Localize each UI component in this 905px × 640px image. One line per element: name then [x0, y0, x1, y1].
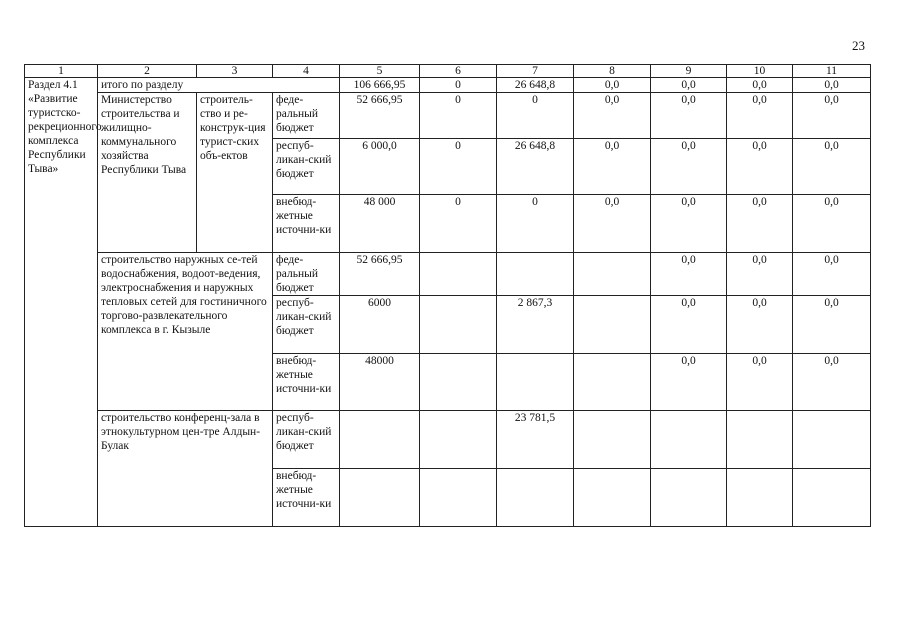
- table-cell: [793, 469, 871, 527]
- header-cell: 3: [197, 65, 273, 78]
- table-cell: [574, 469, 651, 527]
- source-cell: феде-ральный бюджет: [273, 93, 340, 139]
- table-cell: 0: [420, 139, 497, 195]
- section-code: Раздел 4.1: [28, 79, 78, 91]
- table-cell: 0,0: [727, 296, 793, 354]
- table-cell: 48 000: [340, 195, 420, 253]
- header-cell: 11: [793, 65, 871, 78]
- ministry-cell: Министерство строительства и жилищно-коммунального хозяйства Республики Тыва: [98, 93, 197, 253]
- table-cell: [793, 411, 871, 469]
- table-cell: 0,0: [793, 139, 871, 195]
- table-cell: [340, 469, 420, 527]
- table-cell: [340, 411, 420, 469]
- project-cell: строительство наружных се-тей водоснабжения, водоот-ведения, электроснабжения и наружных тепловых сетей для гостиничного торгово-развлекательного комплекса в г. Кызыле: [98, 253, 273, 411]
- table-cell: [497, 253, 574, 296]
- table-cell: 0: [497, 93, 574, 139]
- table-cell: 52 666,95: [340, 253, 420, 296]
- table-cell: 48000: [340, 354, 420, 411]
- header-cell: 10: [727, 65, 793, 78]
- header-cell: 8: [574, 65, 651, 78]
- table-cell: 0,0: [574, 195, 651, 253]
- table-cell: 0,0: [727, 195, 793, 253]
- table-cell: 0,0: [574, 139, 651, 195]
- source-cell: респуб-ликан-ский бюджет: [273, 296, 340, 354]
- table-row: [25, 411, 871, 469]
- table-cell: [574, 354, 651, 411]
- table-cell: 0,0: [651, 296, 727, 354]
- total-row: [25, 78, 871, 93]
- table-cell: [497, 469, 574, 527]
- header-row: [25, 65, 871, 78]
- table-cell: 0,0: [793, 78, 871, 93]
- budget-table: [24, 64, 871, 527]
- source-cell: внебюд-жетные источни-ки: [273, 469, 340, 527]
- table-cell: 0: [497, 195, 574, 253]
- activity-cell: строитель-ство и ре-конструк-ция турист-ских объ-ектов: [197, 93, 273, 253]
- header-cell: 2: [98, 65, 197, 78]
- table-cell: 23 781,5: [497, 411, 574, 469]
- table-cell: [727, 469, 793, 527]
- source-cell: респуб-ликан-ский бюджет: [273, 411, 340, 469]
- table-cell: 6 000,0: [340, 139, 420, 195]
- table-cell: 0: [420, 78, 497, 93]
- source-cell: внебюд-жетные источни-ки: [273, 354, 340, 411]
- table-cell: [420, 354, 497, 411]
- table-cell: [420, 296, 497, 354]
- table-cell: 0,0: [793, 354, 871, 411]
- table-cell: 0,0: [727, 139, 793, 195]
- table-cell: 0,0: [651, 195, 727, 253]
- table-cell: 0,0: [574, 78, 651, 93]
- section-title: «Развитие туристско-рекреционного комплекса Республики Тыва»: [28, 93, 102, 175]
- table-cell: [574, 296, 651, 354]
- header-cell: 7: [497, 65, 574, 78]
- header-cell: 4: [273, 65, 340, 78]
- table-cell: [651, 411, 727, 469]
- table-cell: 0,0: [574, 93, 651, 139]
- header-cell: 6: [420, 65, 497, 78]
- table-cell: 0,0: [727, 354, 793, 411]
- table-cell: [727, 411, 793, 469]
- table-cell: 0,0: [727, 253, 793, 296]
- table-cell: 106 666,95: [340, 78, 420, 93]
- table-cell: [497, 354, 574, 411]
- table-cell: 26 648,8: [497, 139, 574, 195]
- table-cell: 0,0: [793, 93, 871, 139]
- source-cell: внебюд-жетные источни-ки: [273, 195, 340, 253]
- table-cell: 52 666,95: [340, 93, 420, 139]
- table-cell: 0,0: [793, 296, 871, 354]
- table-row: [25, 253, 871, 296]
- table-cell: 0,0: [651, 253, 727, 296]
- header-cell: 1: [25, 65, 98, 78]
- table-cell: 0,0: [793, 195, 871, 253]
- source-cell: феде-ральный бюджет: [273, 253, 340, 296]
- table-cell: 0,0: [651, 139, 727, 195]
- table-cell: 0,0: [793, 253, 871, 296]
- section-cell: [25, 78, 102, 527]
- table-cell: 2 867,3: [497, 296, 574, 354]
- source-cell: респуб-ликан-ский бюджет: [273, 139, 340, 195]
- table-cell: 0,0: [651, 93, 727, 139]
- table-cell: [574, 253, 651, 296]
- table-row: [25, 93, 871, 139]
- table-cell: [420, 253, 497, 296]
- table-cell: [420, 469, 497, 527]
- table-cell: 6000: [340, 296, 420, 354]
- total-label: итого по разделу: [98, 78, 340, 93]
- table-cell: 0,0: [727, 78, 793, 93]
- table-cell: [651, 469, 727, 527]
- table-cell: 0: [420, 93, 497, 139]
- table-cell: [574, 411, 651, 469]
- header-cell: 9: [651, 65, 727, 78]
- project-cell: строительство конференц-зала в этнокультурном цен-тре Алдын-Булак: [98, 411, 273, 527]
- table-cell: 0: [420, 195, 497, 253]
- page-number: 23: [852, 38, 865, 53]
- table-cell: 0,0: [727, 93, 793, 139]
- table-cell: 0,0: [651, 354, 727, 411]
- table-cell: 0,0: [651, 78, 727, 93]
- header-cell: 5: [340, 65, 420, 78]
- table-cell: 26 648,8: [497, 78, 574, 93]
- table-cell: [420, 411, 497, 469]
